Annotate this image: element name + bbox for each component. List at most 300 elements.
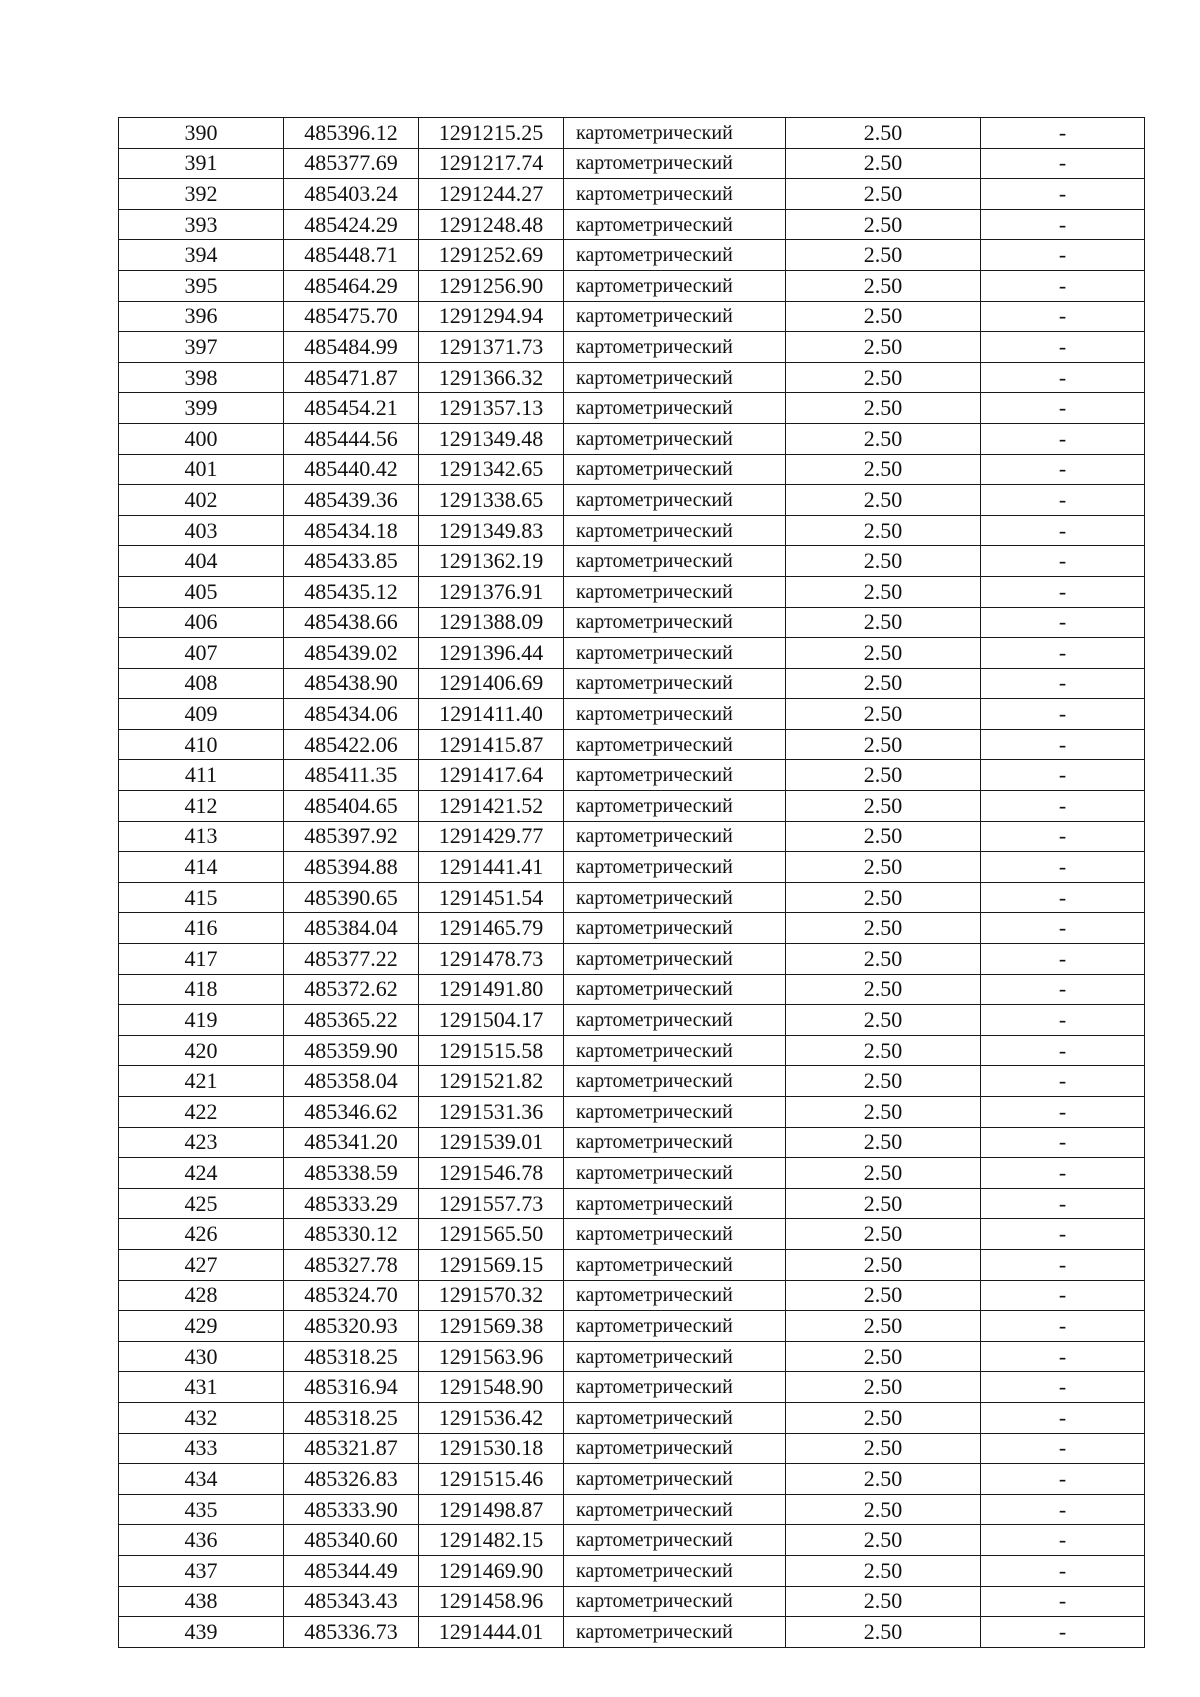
method-cell: картометрический bbox=[564, 1005, 786, 1036]
table-row bbox=[119, 1402, 1145, 1433]
note-cell: - bbox=[981, 423, 1145, 454]
method-cell: картометрический bbox=[564, 332, 786, 363]
accuracy-cell: 2.50 bbox=[786, 791, 981, 822]
note-cell: - bbox=[981, 240, 1145, 271]
method-cell: картометрический bbox=[564, 1402, 786, 1433]
table-row bbox=[119, 1066, 1145, 1097]
x-coordinate-cell: 485440.42 bbox=[284, 454, 419, 485]
y-coordinate-cell: 1291498.87 bbox=[419, 1494, 564, 1525]
accuracy-cell: 2.50 bbox=[786, 1494, 981, 1525]
point-number-cell: 410 bbox=[119, 729, 284, 760]
note-cell: - bbox=[981, 1494, 1145, 1525]
table-row bbox=[119, 1280, 1145, 1311]
method-cell: картометрический bbox=[564, 1555, 786, 1586]
note-cell: - bbox=[981, 699, 1145, 730]
table-row bbox=[119, 1311, 1145, 1342]
point-number-cell: 426 bbox=[119, 1219, 284, 1250]
accuracy-cell: 2.50 bbox=[786, 1525, 981, 1556]
table-row bbox=[119, 1372, 1145, 1403]
point-number-cell: 416 bbox=[119, 913, 284, 944]
x-coordinate-cell: 485346.62 bbox=[284, 1097, 419, 1128]
note-cell: - bbox=[981, 1586, 1145, 1617]
x-coordinate-cell: 485377.69 bbox=[284, 148, 419, 179]
x-coordinate-cell: 485404.65 bbox=[284, 791, 419, 822]
table-row bbox=[119, 1586, 1145, 1617]
table-row bbox=[119, 1494, 1145, 1525]
accuracy-cell: 2.50 bbox=[786, 485, 981, 516]
y-coordinate-cell: 1291465.79 bbox=[419, 913, 564, 944]
note-cell: - bbox=[981, 362, 1145, 393]
method-cell: картометрический bbox=[564, 1617, 786, 1648]
note-cell: - bbox=[981, 1525, 1145, 1556]
table-row bbox=[119, 515, 1145, 546]
accuracy-cell: 2.50 bbox=[786, 882, 981, 913]
note-cell: - bbox=[981, 760, 1145, 791]
method-cell: картометрический bbox=[564, 485, 786, 516]
x-coordinate-cell: 485333.29 bbox=[284, 1188, 419, 1219]
x-coordinate-cell: 485318.25 bbox=[284, 1341, 419, 1372]
point-number-cell: 391 bbox=[119, 148, 284, 179]
accuracy-cell: 2.50 bbox=[786, 423, 981, 454]
x-coordinate-cell: 485444.56 bbox=[284, 423, 419, 454]
method-cell: картометрический bbox=[564, 974, 786, 1005]
note-cell: - bbox=[981, 1402, 1145, 1433]
method-cell: картометрический bbox=[564, 1280, 786, 1311]
note-cell: - bbox=[981, 1219, 1145, 1250]
accuracy-cell: 2.50 bbox=[786, 576, 981, 607]
y-coordinate-cell: 1291388.09 bbox=[419, 607, 564, 638]
table-row bbox=[119, 852, 1145, 883]
method-cell: картометрический bbox=[564, 1433, 786, 1464]
accuracy-cell: 2.50 bbox=[786, 362, 981, 393]
y-coordinate-cell: 1291444.01 bbox=[419, 1617, 564, 1648]
table-row bbox=[119, 944, 1145, 975]
table-row bbox=[119, 638, 1145, 669]
method-cell: картометрический bbox=[564, 423, 786, 454]
x-coordinate-cell: 485390.65 bbox=[284, 882, 419, 913]
accuracy-cell: 2.50 bbox=[786, 148, 981, 179]
y-coordinate-cell: 1291366.32 bbox=[419, 362, 564, 393]
method-cell: картометрический bbox=[564, 607, 786, 638]
point-number-cell: 437 bbox=[119, 1555, 284, 1586]
method-cell: картометрический bbox=[564, 1311, 786, 1342]
point-number-cell: 439 bbox=[119, 1617, 284, 1648]
y-coordinate-cell: 1291531.36 bbox=[419, 1097, 564, 1128]
note-cell: - bbox=[981, 1005, 1145, 1036]
method-cell: картометрический bbox=[564, 118, 786, 149]
table-row bbox=[119, 1433, 1145, 1464]
table-row bbox=[119, 270, 1145, 301]
note-cell: - bbox=[981, 1311, 1145, 1342]
point-number-cell: 430 bbox=[119, 1341, 284, 1372]
table-row bbox=[119, 1097, 1145, 1128]
note-cell: - bbox=[981, 1158, 1145, 1189]
table-row bbox=[119, 301, 1145, 332]
y-coordinate-cell: 1291458.96 bbox=[419, 1586, 564, 1617]
point-number-cell: 415 bbox=[119, 882, 284, 913]
table-row bbox=[119, 668, 1145, 699]
x-coordinate-cell: 485403.24 bbox=[284, 179, 419, 210]
table-row bbox=[119, 546, 1145, 577]
y-coordinate-cell: 1291491.80 bbox=[419, 974, 564, 1005]
accuracy-cell: 2.50 bbox=[786, 1188, 981, 1219]
table-row bbox=[119, 607, 1145, 638]
x-coordinate-cell: 485377.22 bbox=[284, 944, 419, 975]
note-cell: - bbox=[981, 454, 1145, 485]
y-coordinate-cell: 1291396.44 bbox=[419, 638, 564, 669]
coordinates-table bbox=[118, 117, 1145, 1648]
x-coordinate-cell: 485435.12 bbox=[284, 576, 419, 607]
method-cell: картометрический bbox=[564, 791, 786, 822]
y-coordinate-cell: 1291248.48 bbox=[419, 209, 564, 240]
note-cell: - bbox=[981, 913, 1145, 944]
x-coordinate-cell: 485433.85 bbox=[284, 546, 419, 577]
y-coordinate-cell: 1291357.13 bbox=[419, 393, 564, 424]
accuracy-cell: 2.50 bbox=[786, 1433, 981, 1464]
accuracy-cell: 2.50 bbox=[786, 240, 981, 271]
method-cell: картометрический bbox=[564, 1525, 786, 1556]
table-row bbox=[119, 1464, 1145, 1495]
x-coordinate-cell: 485365.22 bbox=[284, 1005, 419, 1036]
x-coordinate-cell: 485336.73 bbox=[284, 1617, 419, 1648]
point-number-cell: 428 bbox=[119, 1280, 284, 1311]
table-row bbox=[119, 118, 1145, 149]
y-coordinate-cell: 1291376.91 bbox=[419, 576, 564, 607]
accuracy-cell: 2.50 bbox=[786, 1341, 981, 1372]
y-coordinate-cell: 1291515.58 bbox=[419, 1035, 564, 1066]
table-row bbox=[119, 454, 1145, 485]
accuracy-cell: 2.50 bbox=[786, 1005, 981, 1036]
point-number-cell: 393 bbox=[119, 209, 284, 240]
y-coordinate-cell: 1291441.41 bbox=[419, 852, 564, 883]
accuracy-cell: 2.50 bbox=[786, 118, 981, 149]
point-number-cell: 438 bbox=[119, 1586, 284, 1617]
y-coordinate-cell: 1291478.73 bbox=[419, 944, 564, 975]
point-number-cell: 433 bbox=[119, 1433, 284, 1464]
table-row bbox=[119, 1158, 1145, 1189]
table-row bbox=[119, 1341, 1145, 1372]
method-cell: картометрический bbox=[564, 944, 786, 975]
point-number-cell: 427 bbox=[119, 1249, 284, 1280]
note-cell: - bbox=[981, 1555, 1145, 1586]
x-coordinate-cell: 485434.06 bbox=[284, 699, 419, 730]
point-number-cell: 398 bbox=[119, 362, 284, 393]
y-coordinate-cell: 1291415.87 bbox=[419, 729, 564, 760]
x-coordinate-cell: 485484.99 bbox=[284, 332, 419, 363]
method-cell: картометрический bbox=[564, 1494, 786, 1525]
table-row bbox=[119, 1188, 1145, 1219]
accuracy-cell: 2.50 bbox=[786, 699, 981, 730]
accuracy-cell: 2.50 bbox=[786, 179, 981, 210]
accuracy-cell: 2.50 bbox=[786, 1464, 981, 1495]
x-coordinate-cell: 485384.04 bbox=[284, 913, 419, 944]
note-cell: - bbox=[981, 607, 1145, 638]
method-cell: картометрический bbox=[564, 1464, 786, 1495]
table-row bbox=[119, 423, 1145, 454]
x-coordinate-cell: 485333.90 bbox=[284, 1494, 419, 1525]
method-cell: картометрический bbox=[564, 362, 786, 393]
method-cell: картометрический bbox=[564, 668, 786, 699]
method-cell: картометрический bbox=[564, 1188, 786, 1219]
x-coordinate-cell: 485324.70 bbox=[284, 1280, 419, 1311]
y-coordinate-cell: 1291563.96 bbox=[419, 1341, 564, 1372]
x-coordinate-cell: 485318.25 bbox=[284, 1402, 419, 1433]
accuracy-cell: 2.50 bbox=[786, 1617, 981, 1648]
y-coordinate-cell: 1291406.69 bbox=[419, 668, 564, 699]
table-row bbox=[119, 760, 1145, 791]
x-coordinate-cell: 485330.12 bbox=[284, 1219, 419, 1250]
note-cell: - bbox=[981, 179, 1145, 210]
point-number-cell: 429 bbox=[119, 1311, 284, 1342]
point-number-cell: 412 bbox=[119, 791, 284, 822]
note-cell: - bbox=[981, 301, 1145, 332]
method-cell: картометрический bbox=[564, 1158, 786, 1189]
y-coordinate-cell: 1291530.18 bbox=[419, 1433, 564, 1464]
note-cell: - bbox=[981, 485, 1145, 516]
point-number-cell: 394 bbox=[119, 240, 284, 271]
table-row bbox=[119, 209, 1145, 240]
y-coordinate-cell: 1291546.78 bbox=[419, 1158, 564, 1189]
y-coordinate-cell: 1291215.25 bbox=[419, 118, 564, 149]
note-cell: - bbox=[981, 1464, 1145, 1495]
note-cell: - bbox=[981, 1372, 1145, 1403]
x-coordinate-cell: 485422.06 bbox=[284, 729, 419, 760]
note-cell: - bbox=[981, 1617, 1145, 1648]
method-cell: картометрический bbox=[564, 699, 786, 730]
note-cell: - bbox=[981, 270, 1145, 301]
accuracy-cell: 2.50 bbox=[786, 607, 981, 638]
accuracy-cell: 2.50 bbox=[786, 1097, 981, 1128]
point-number-cell: 436 bbox=[119, 1525, 284, 1556]
y-coordinate-cell: 1291451.54 bbox=[419, 882, 564, 913]
table-row bbox=[119, 332, 1145, 363]
note-cell: - bbox=[981, 1035, 1145, 1066]
table-row bbox=[119, 1249, 1145, 1280]
note-cell: - bbox=[981, 1188, 1145, 1219]
accuracy-cell: 2.50 bbox=[786, 1311, 981, 1342]
table-row bbox=[119, 729, 1145, 760]
y-coordinate-cell: 1291569.15 bbox=[419, 1249, 564, 1280]
y-coordinate-cell: 1291536.42 bbox=[419, 1402, 564, 1433]
y-coordinate-cell: 1291504.17 bbox=[419, 1005, 564, 1036]
table-row bbox=[119, 913, 1145, 944]
method-cell: картометрический bbox=[564, 179, 786, 210]
method-cell: картометрический bbox=[564, 393, 786, 424]
accuracy-cell: 2.50 bbox=[786, 546, 981, 577]
note-cell: - bbox=[981, 515, 1145, 546]
point-number-cell: 408 bbox=[119, 668, 284, 699]
point-number-cell: 411 bbox=[119, 760, 284, 791]
note-cell: - bbox=[981, 944, 1145, 975]
x-coordinate-cell: 485321.87 bbox=[284, 1433, 419, 1464]
y-coordinate-cell: 1291539.01 bbox=[419, 1127, 564, 1158]
accuracy-cell: 2.50 bbox=[786, 638, 981, 669]
method-cell: картометрический bbox=[564, 240, 786, 271]
x-coordinate-cell: 485397.92 bbox=[284, 821, 419, 852]
method-cell: картометрический bbox=[564, 270, 786, 301]
note-cell: - bbox=[981, 118, 1145, 149]
method-cell: картометрический bbox=[564, 821, 786, 852]
note-cell: - bbox=[981, 332, 1145, 363]
x-coordinate-cell: 485394.88 bbox=[284, 852, 419, 883]
note-cell: - bbox=[981, 1341, 1145, 1372]
point-number-cell: 405 bbox=[119, 576, 284, 607]
y-coordinate-cell: 1291482.15 bbox=[419, 1525, 564, 1556]
point-number-cell: 413 bbox=[119, 821, 284, 852]
y-coordinate-cell: 1291349.83 bbox=[419, 515, 564, 546]
method-cell: картометрический bbox=[564, 1097, 786, 1128]
note-cell: - bbox=[981, 729, 1145, 760]
note-cell: - bbox=[981, 148, 1145, 179]
note-cell: - bbox=[981, 882, 1145, 913]
y-coordinate-cell: 1291252.69 bbox=[419, 240, 564, 271]
accuracy-cell: 2.50 bbox=[786, 1586, 981, 1617]
y-coordinate-cell: 1291294.94 bbox=[419, 301, 564, 332]
method-cell: картометрический bbox=[564, 729, 786, 760]
y-coordinate-cell: 1291565.50 bbox=[419, 1219, 564, 1250]
point-number-cell: 396 bbox=[119, 301, 284, 332]
method-cell: картометрический bbox=[564, 1372, 786, 1403]
x-coordinate-cell: 485439.36 bbox=[284, 485, 419, 516]
table-row bbox=[119, 179, 1145, 210]
method-cell: картометрический bbox=[564, 913, 786, 944]
accuracy-cell: 2.50 bbox=[786, 668, 981, 699]
point-number-cell: 406 bbox=[119, 607, 284, 638]
note-cell: - bbox=[981, 209, 1145, 240]
y-coordinate-cell: 1291429.77 bbox=[419, 821, 564, 852]
method-cell: картометрический bbox=[564, 1249, 786, 1280]
x-coordinate-cell: 485326.83 bbox=[284, 1464, 419, 1495]
note-cell: - bbox=[981, 1280, 1145, 1311]
accuracy-cell: 2.50 bbox=[786, 209, 981, 240]
x-coordinate-cell: 485320.93 bbox=[284, 1311, 419, 1342]
y-coordinate-cell: 1291469.90 bbox=[419, 1555, 564, 1586]
method-cell: картометрический bbox=[564, 1035, 786, 1066]
table-row bbox=[119, 576, 1145, 607]
method-cell: картометрический bbox=[564, 454, 786, 485]
point-number-cell: 424 bbox=[119, 1158, 284, 1189]
note-cell: - bbox=[981, 576, 1145, 607]
point-number-cell: 431 bbox=[119, 1372, 284, 1403]
method-cell: картометрический bbox=[564, 852, 786, 883]
point-number-cell: 397 bbox=[119, 332, 284, 363]
x-coordinate-cell: 485438.90 bbox=[284, 668, 419, 699]
note-cell: - bbox=[981, 1127, 1145, 1158]
table-row bbox=[119, 974, 1145, 1005]
y-coordinate-cell: 1291569.38 bbox=[419, 1311, 564, 1342]
method-cell: картометрический bbox=[564, 209, 786, 240]
point-number-cell: 409 bbox=[119, 699, 284, 730]
y-coordinate-cell: 1291338.65 bbox=[419, 485, 564, 516]
accuracy-cell: 2.50 bbox=[786, 270, 981, 301]
accuracy-cell: 2.50 bbox=[786, 1066, 981, 1097]
table-row bbox=[119, 882, 1145, 913]
accuracy-cell: 2.50 bbox=[786, 393, 981, 424]
table-row bbox=[119, 393, 1145, 424]
x-coordinate-cell: 485411.35 bbox=[284, 760, 419, 791]
y-coordinate-cell: 1291521.82 bbox=[419, 1066, 564, 1097]
accuracy-cell: 2.50 bbox=[786, 1280, 981, 1311]
y-coordinate-cell: 1291244.27 bbox=[419, 179, 564, 210]
point-number-cell: 404 bbox=[119, 546, 284, 577]
method-cell: картометрический bbox=[564, 576, 786, 607]
accuracy-cell: 2.50 bbox=[786, 1127, 981, 1158]
method-cell: картометрический bbox=[564, 882, 786, 913]
accuracy-cell: 2.50 bbox=[786, 515, 981, 546]
y-coordinate-cell: 1291515.46 bbox=[419, 1464, 564, 1495]
accuracy-cell: 2.50 bbox=[786, 913, 981, 944]
accuracy-cell: 2.50 bbox=[786, 454, 981, 485]
y-coordinate-cell: 1291421.52 bbox=[419, 791, 564, 822]
point-number-cell: 420 bbox=[119, 1035, 284, 1066]
accuracy-cell: 2.50 bbox=[786, 821, 981, 852]
accuracy-cell: 2.50 bbox=[786, 1372, 981, 1403]
note-cell: - bbox=[981, 1433, 1145, 1464]
point-number-cell: 395 bbox=[119, 270, 284, 301]
accuracy-cell: 2.50 bbox=[786, 1219, 981, 1250]
accuracy-cell: 2.50 bbox=[786, 852, 981, 883]
y-coordinate-cell: 1291371.73 bbox=[419, 332, 564, 363]
x-coordinate-cell: 485396.12 bbox=[284, 118, 419, 149]
point-number-cell: 390 bbox=[119, 118, 284, 149]
note-cell: - bbox=[981, 546, 1145, 577]
y-coordinate-cell: 1291557.73 bbox=[419, 1188, 564, 1219]
method-cell: картометрический bbox=[564, 1219, 786, 1250]
accuracy-cell: 2.50 bbox=[786, 1402, 981, 1433]
x-coordinate-cell: 485439.02 bbox=[284, 638, 419, 669]
accuracy-cell: 2.50 bbox=[786, 760, 981, 791]
point-number-cell: 402 bbox=[119, 485, 284, 516]
note-cell: - bbox=[981, 821, 1145, 852]
y-coordinate-cell: 1291417.64 bbox=[419, 760, 564, 791]
note-cell: - bbox=[981, 791, 1145, 822]
table-row bbox=[119, 1617, 1145, 1648]
y-coordinate-cell: 1291362.19 bbox=[419, 546, 564, 577]
point-number-cell: 423 bbox=[119, 1127, 284, 1158]
method-cell: картометрический bbox=[564, 546, 786, 577]
point-number-cell: 392 bbox=[119, 179, 284, 210]
table-row bbox=[119, 1035, 1145, 1066]
table-row bbox=[119, 362, 1145, 393]
x-coordinate-cell: 485341.20 bbox=[284, 1127, 419, 1158]
point-number-cell: 418 bbox=[119, 974, 284, 1005]
x-coordinate-cell: 485372.62 bbox=[284, 974, 419, 1005]
note-cell: - bbox=[981, 393, 1145, 424]
accuracy-cell: 2.50 bbox=[786, 1158, 981, 1189]
y-coordinate-cell: 1291570.32 bbox=[419, 1280, 564, 1311]
method-cell: картометрический bbox=[564, 1586, 786, 1617]
accuracy-cell: 2.50 bbox=[786, 974, 981, 1005]
table-row bbox=[119, 821, 1145, 852]
table-row bbox=[119, 485, 1145, 516]
table-row bbox=[119, 1219, 1145, 1250]
x-coordinate-cell: 485454.21 bbox=[284, 393, 419, 424]
x-coordinate-cell: 485344.49 bbox=[284, 1555, 419, 1586]
point-number-cell: 403 bbox=[119, 515, 284, 546]
x-coordinate-cell: 485316.94 bbox=[284, 1372, 419, 1403]
y-coordinate-cell: 1291548.90 bbox=[419, 1372, 564, 1403]
x-coordinate-cell: 485343.43 bbox=[284, 1586, 419, 1617]
y-coordinate-cell: 1291349.48 bbox=[419, 423, 564, 454]
x-coordinate-cell: 485464.29 bbox=[284, 270, 419, 301]
note-cell: - bbox=[981, 974, 1145, 1005]
x-coordinate-cell: 485471.87 bbox=[284, 362, 419, 393]
x-coordinate-cell: 485338.59 bbox=[284, 1158, 419, 1189]
table-row bbox=[119, 240, 1145, 271]
method-cell: картометрический bbox=[564, 638, 786, 669]
accuracy-cell: 2.50 bbox=[786, 301, 981, 332]
x-coordinate-cell: 485358.04 bbox=[284, 1066, 419, 1097]
